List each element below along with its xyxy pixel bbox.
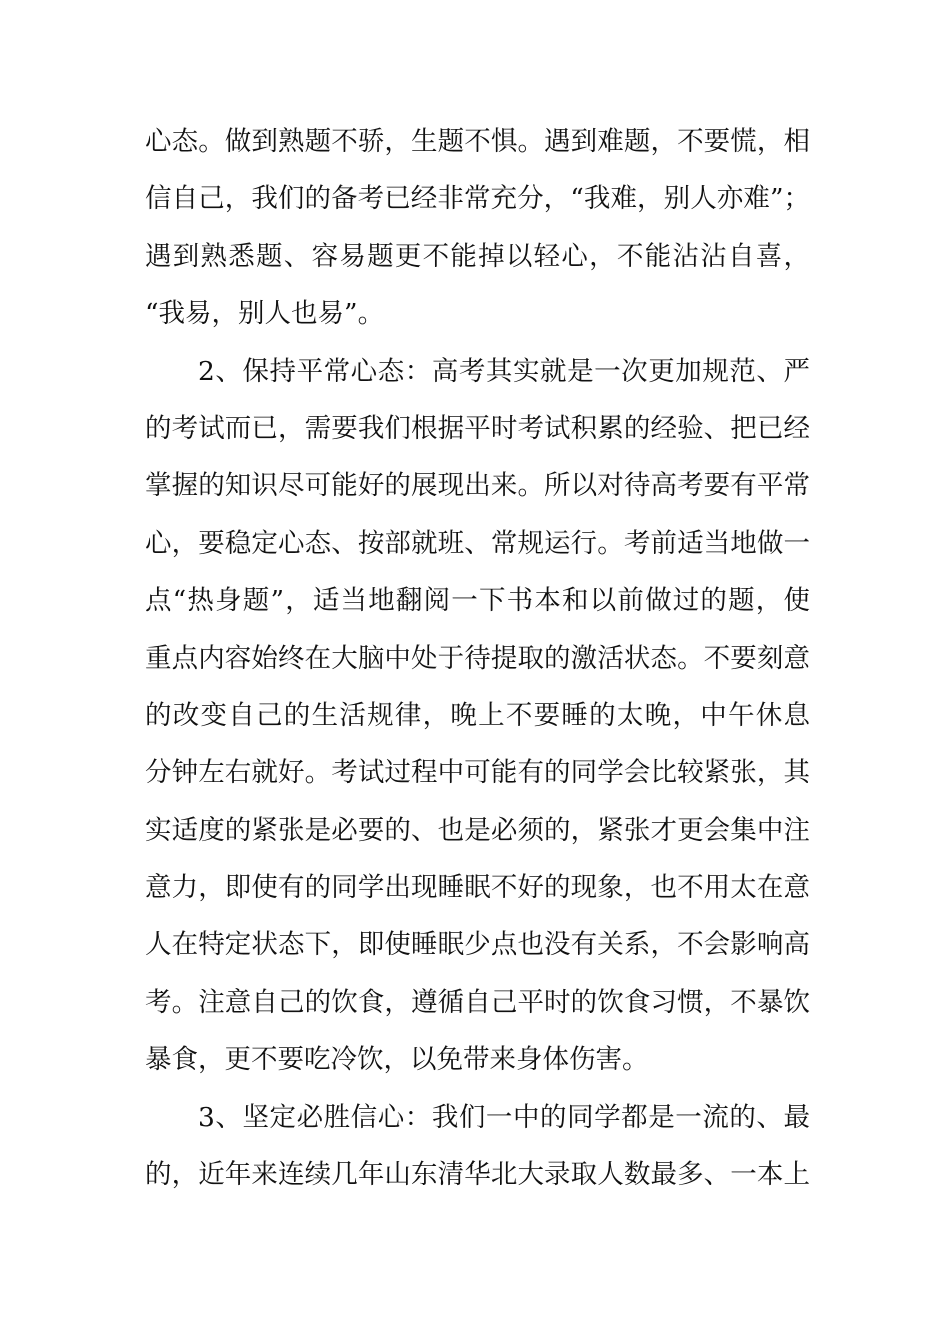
text-line: “我易，别人也易”。 — [145, 298, 385, 330]
text-line: 实适度的紧张是必要的、也是必须的，紧张才更会集中注 — [145, 814, 810, 846]
body-text — [145, 113, 810, 1203]
text-line: 3、坚定必胜信心：我们一中的同学都是一流的、最 — [198, 1101, 810, 1133]
text-line: 的，近年来连续几年山东清华北大录取人数最多、一本上 — [145, 1159, 810, 1191]
text-line: 点“热身题”，适当地翻阅一下书本和以前做过的题，使 — [145, 585, 810, 617]
text-line: 意力，即使有的同学出现睡眠不好的现象，也不用太在意 — [145, 872, 810, 904]
text-line: 考。注意自己的饮食，遵循自己平时的饮食习惯，不暴饮 — [145, 986, 810, 1018]
text-line: 暴食，更不要吃冷饮，以免带来身体伤害。 — [145, 1044, 649, 1076]
text-line: 遇到熟悉题、容易题更不能掉以轻心，不能沾沾自喜， — [145, 240, 810, 272]
text-line: 心态。做到熟题不骄，生题不惧。遇到难题，不要慌，相 — [145, 126, 810, 157]
text-line: 心，要稳定心态、按部就班、常规运行。考前适当地做一 — [145, 527, 810, 559]
text-line: 重点内容始终在大脑中处于待提取的激活状态。不要刻意 — [145, 642, 810, 674]
text-line: 分钟左右就好。考试过程中可能有的同学会比较紧张，其 — [145, 757, 810, 789]
text-line: 信自己，我们的备考已经非常充分，“我难，别人亦难”； — [145, 183, 810, 215]
text-line: 的改变自己的生活规律，晚上不要睡的太晚，中午休息 — [145, 699, 810, 731]
text-line: 掌握的知识尽可能好的展现出来。所以对待高考要有平常 — [145, 470, 810, 502]
text-line: 的考试而已，需要我们根据平时考试积累的经验、把已经 — [145, 412, 810, 444]
text-line: 人在特定状态下，即使睡眠少点也没有关系，不会影响高 — [145, 929, 810, 961]
text-line: 2、保持平常心态：高考其实就是一次更加规范、严 — [198, 355, 810, 387]
